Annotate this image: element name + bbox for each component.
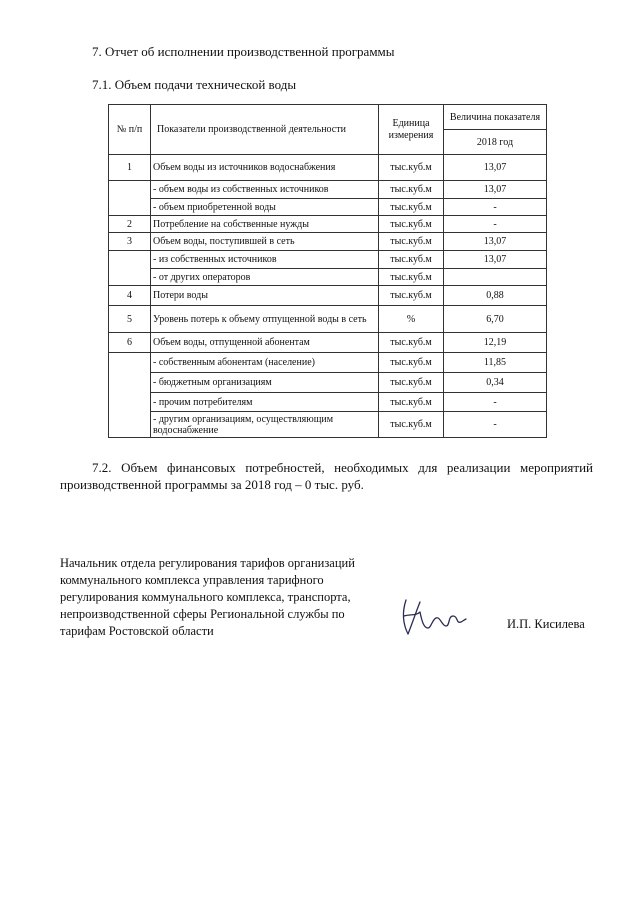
row-unit: тыс.куб.м [379,251,444,269]
table-row [109,199,547,216]
row-indicator: Объем воды, отпущенной абонентам [151,333,379,353]
row-unit: тыс.куб.м [379,155,444,181]
section-heading: 7. Отчет об исполнении производственной программы [92,44,395,59]
row-num: 5 [109,306,151,333]
row-unit: тыс.куб.м [379,353,444,373]
row-indicator: - из собственных источников [151,251,379,269]
table-row [109,233,547,251]
row-num: 4 [109,286,151,306]
table-row [109,155,547,181]
row-indicator: - объем воды из собственных источников [151,181,379,199]
row-unit: тыс.куб.м [379,373,444,393]
table-row [109,393,547,412]
row-value: 6,70 [444,306,547,333]
row-value: 12,19 [444,333,547,353]
row-num-empty [109,181,151,216]
row-value: 11,85 [444,353,547,373]
row-indicator: - другим организациям, осуществляющим водоснабжение [151,412,379,438]
row-num-empty [109,251,151,286]
header-year: 2018 год [444,130,547,155]
row-indicator: - собственным абонентам (население) [151,353,379,373]
row-value: - [444,199,547,216]
row-unit: % [379,306,444,333]
row-num: 3 [109,233,151,251]
table-row [109,373,547,393]
row-unit: тыс.куб.м [379,269,444,286]
row-value [444,269,547,286]
financial-needs-paragraph: 7.2. Объем финансовых потребностей, необходимых для реализации мероприятий производственной программы за 2018 год – 0 тыс. руб. [60,460,593,492]
row-indicator: Объем воды из источников водоснабжения [151,155,379,181]
row-indicator: Потребление на собственные нужды [151,216,379,233]
table-row [109,306,547,333]
row-value: 13,07 [444,233,547,251]
row-value: - [444,216,547,233]
row-value: 13,07 [444,155,547,181]
handwritten-signature [398,594,468,643]
row-unit: тыс.куб.м [379,216,444,233]
table-row [109,181,547,199]
row-indicator: - бюджетным организациям [151,373,379,393]
header-num: № п/п [109,105,151,155]
table-row [109,333,547,353]
row-unit: тыс.куб.м [379,393,444,412]
row-value: 0,34 [444,373,547,393]
row-value: - [444,412,547,438]
row-unit: тыс.куб.м [379,233,444,251]
row-unit: тыс.куб.м [379,199,444,216]
table-row [109,412,547,438]
table-row [109,269,547,286]
row-value: - [444,393,547,412]
subsection-heading: 7.1. Объем подачи технической воды [92,77,297,92]
header-unit: Единица измерения [379,105,444,155]
row-indicator: Уровень потерь к объему отпущенной воды в сеть [151,306,379,333]
row-value: 13,07 [444,181,547,199]
row-num-empty [109,353,151,438]
row-indicator: - объем приобретенной воды [151,199,379,216]
row-indicator: - прочим потребителям [151,393,379,412]
row-value: 0,88 [444,286,547,306]
row-value: 13,07 [444,251,547,269]
row-num: 2 [109,216,151,233]
table-row [109,251,547,269]
row-indicator: - от других операторов [151,269,379,286]
header-indicator: Показатели производственной деятельности [151,105,379,155]
water-supply-table [108,104,547,438]
row-unit: тыс.куб.м [379,181,444,199]
signer-name: И.П. Кисилева [507,617,585,631]
table-row [109,216,547,233]
signatory-position: Начальник отдела регулирования тарифов организаций коммунального комплекса управления тарифного регулирования коммунального комплекса, транспорта, непроизводственной сферы Региональной службы по тарифам Ростовской области [60,556,355,638]
row-indicator: Потери воды [151,286,379,306]
row-unit: тыс.куб.м [379,286,444,306]
row-num: 6 [109,333,151,353]
table-row [109,286,547,306]
row-unit: тыс.куб.м [379,412,444,438]
header-value-group: Величина показателя [444,105,547,130]
table-row [109,353,547,373]
row-unit: тыс.куб.м [379,333,444,353]
row-num: 1 [109,155,151,181]
row-indicator: Объем воды, поступившей в сеть [151,233,379,251]
